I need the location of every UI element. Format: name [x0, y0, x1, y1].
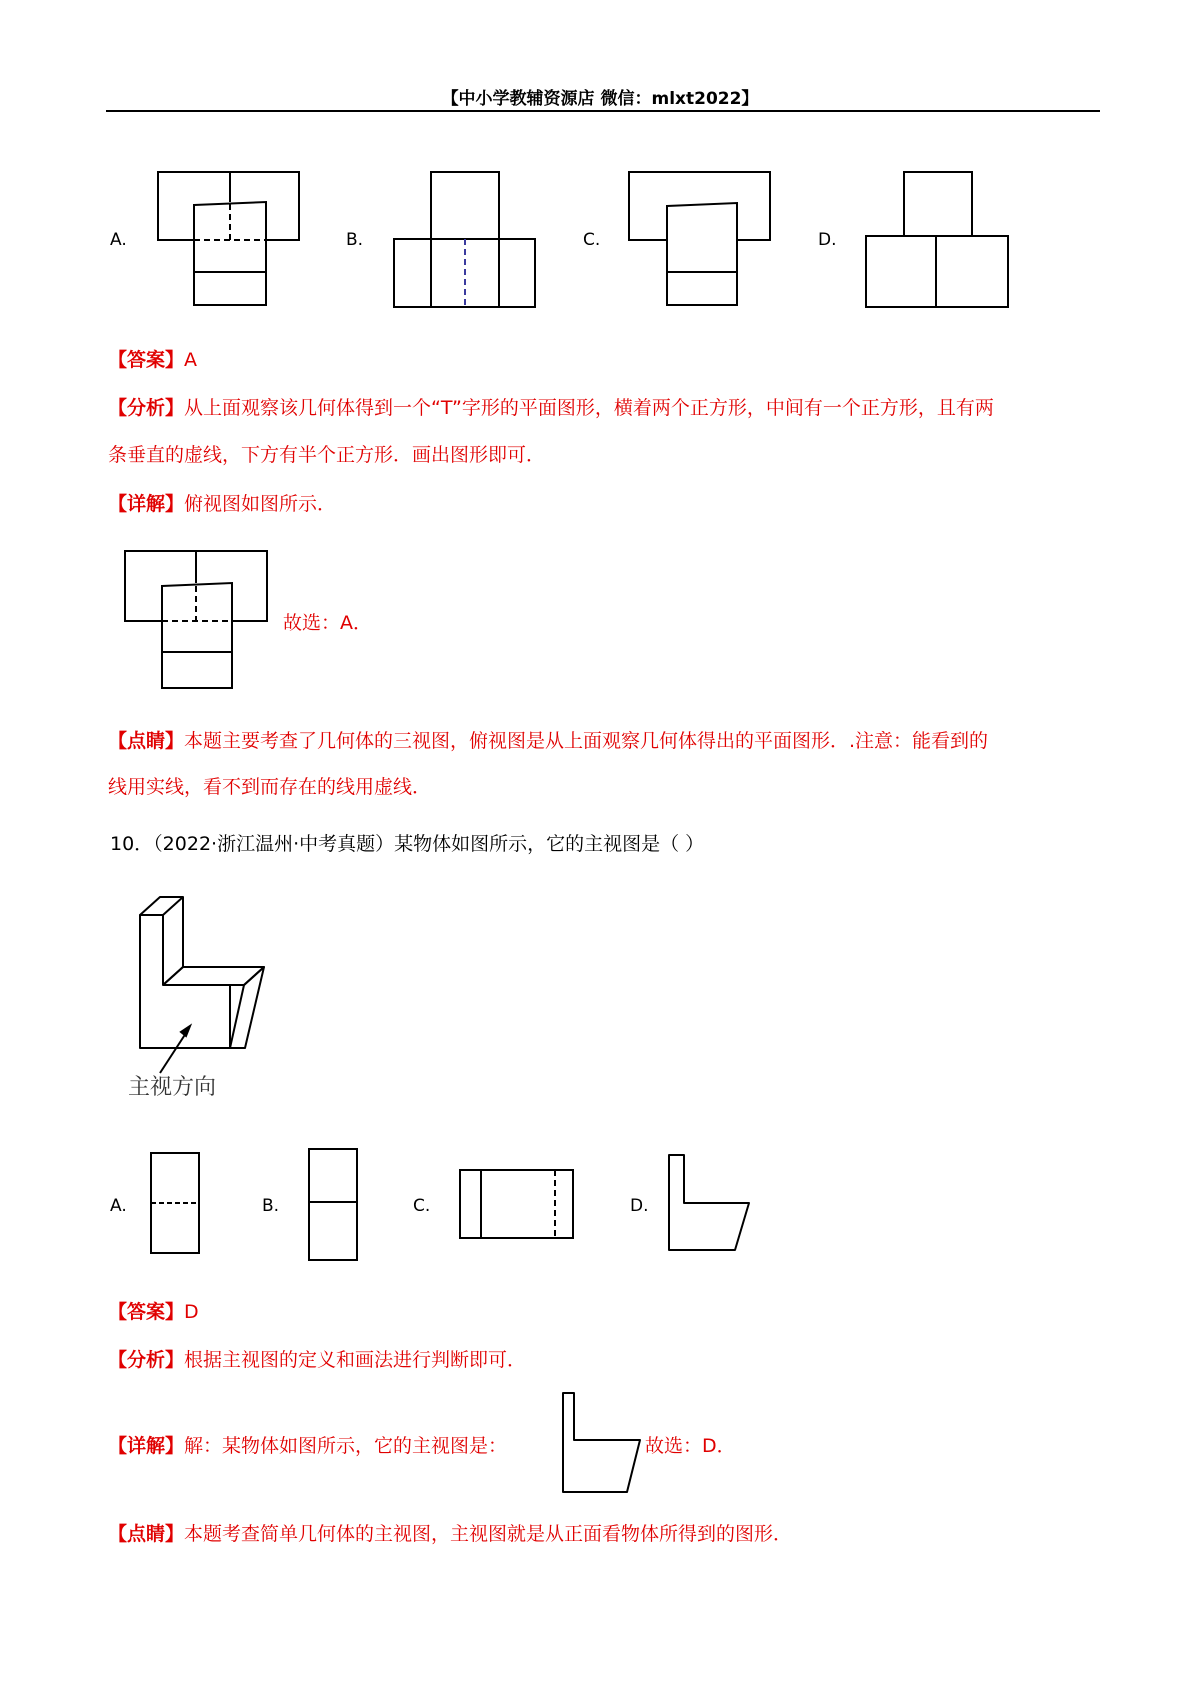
q10-option-b-label: B. — [262, 1196, 280, 1216]
q9-note-line2: 线用实线，看不到而存在的线用虚线． — [108, 776, 432, 798]
q9-detail-text: 俯视图如图所示． — [184, 493, 337, 515]
q9-analysis-tag: 【分析】 — [108, 397, 185, 419]
q10-answer-value: D — [184, 1301, 199, 1323]
q9-choose: 故选：A． — [283, 612, 372, 634]
q9-analysis-line1: 从上面观察该几何体得到一个“T”字形的平面图形，横着两个正方形，中间有一个正方形，且有两 — [184, 397, 994, 419]
q9-option-b-label: B. — [346, 230, 364, 250]
q9-option-c-label: C. — [583, 230, 601, 250]
q10-option-a-label: A. — [110, 1196, 127, 1216]
q10-option-c-label: C. — [413, 1196, 431, 1216]
page-header: 【中小学教辅资源店 微信：mlxt2022】 — [441, 89, 759, 109]
q9-note-tag: 【点睛】 — [108, 730, 185, 752]
q10-note — [108, 1519, 792, 1546]
q10-note-tag: 【点睛】 — [108, 1523, 185, 1545]
q10-detail-text: 解：某物体如图所示，它的主视图是： — [184, 1435, 508, 1457]
q9-option-d-label: D. — [818, 230, 837, 250]
q9-answer-value: A — [184, 349, 198, 371]
q9-analysis-line2: 条垂直的虚线，下方有半个正方形．画出图形即可． — [108, 444, 546, 466]
q9-detail-tag: 【详解】 — [108, 493, 185, 515]
q9-option-a-label: A. — [110, 230, 127, 250]
q10-answer-tag: 【答案】 — [108, 1301, 185, 1323]
q9-note-line1: 本题主要考查了几何体的三视图，俯视图是从上面观察几何体得出的平面图形．.注意：能看到的 — [184, 730, 989, 752]
q10-figure-caption: 主视方向 — [128, 1075, 217, 1100]
q10-analysis-tag: 【分析】 — [108, 1349, 185, 1371]
q10-note-text: 本题考查简单几何体的主视图，主视图就是从正面看物体所得到的图形． — [184, 1523, 793, 1545]
q10-choose: 故选：D． — [645, 1435, 736, 1457]
q9-answer-tag: 【答案】 — [108, 349, 185, 371]
q10-detail-tag: 【详解】 — [108, 1435, 185, 1457]
q10-option-d-label: D. — [630, 1196, 649, 1216]
q10-analysis-text: 根据主视图的定义和画法进行判断即可． — [184, 1349, 527, 1371]
q10-question: 10．（2022·浙江温州·中考真题）某物体如图所示，它的主视图是（ ） — [110, 833, 705, 855]
